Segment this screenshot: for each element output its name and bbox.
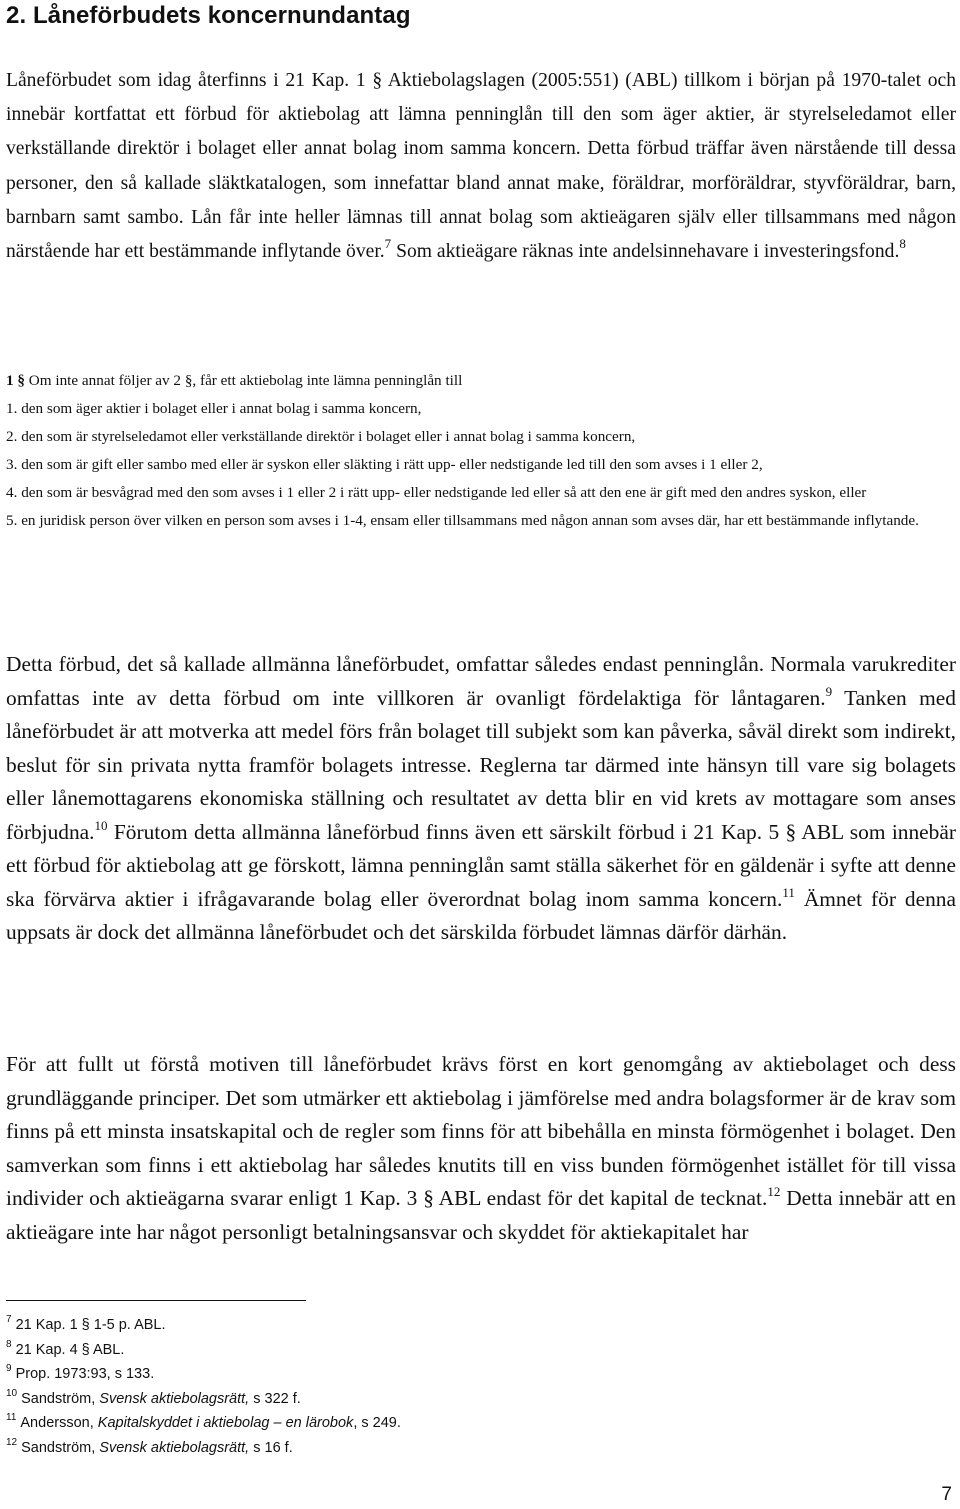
section-sign: § <box>13 372 29 389</box>
law-item: 1. den som äger aktier i bolaget eller i annat bolag i samma koncern, <box>6 400 422 417</box>
footnote-ref[interactable]: 8 <box>899 236 906 252</box>
paragraph-text: För att fullt ut förstå motiven till låneförbudet krävs först en kort genomgång av aktiebolaget och dess grundläggande principer. Det som utmärker ett aktiebolag i jämförelse med andra bolagsformer är de krav som finns på ett minsta insatskapital och de regler som finns för att bibehålla en minsta förmögenhet i bolaget. Den samverkan som finns i ett aktiebolag har således knutits till en viss bunden förmögenhet istället för till vissa individer och aktieägarna svarar enligt 1 Kap. 3 § ABL endast för det kapital de tecknat. <box>6 1052 956 1210</box>
footnote-separator <box>6 1300 306 1301</box>
paragraph-text: Tanken med låneförbudet är att motverka att medel förs från bolaget till subjekt som kan påverka, såväl direkt som indirekt, beslut för sin privata nytta framför bolagets intresse. Reglerna tar därmed inte hänsyn till vare sig bolagets eller lånemottagarens ekonomiska ställning och resultatet av detta blir en vid krets av mottagare som anses förbjudna. <box>6 685 956 844</box>
footnote-number: 11 <box>6 1412 17 1423</box>
footnote-ref[interactable]: 10 <box>94 817 108 833</box>
footnote-text: 21 Kap. 1 § 1-5 p. ABL. <box>15 1317 166 1333</box>
page-number: 7 <box>941 1484 952 1505</box>
footnote-ref[interactable]: 9 <box>825 683 833 699</box>
footnote-ref[interactable]: 12 <box>767 1184 781 1199</box>
footnote-text: s 16 f. <box>249 1439 293 1456</box>
footnote-book-title: Svensk aktiebolagsrätt, <box>99 1390 250 1407</box>
footnote-number: 12 <box>6 1436 18 1448</box>
footnote <box>6 1313 401 1338</box>
footnote-text: 21 Kap. 4 § ABL. <box>15 1341 125 1358</box>
intro-paragraph <box>6 64 956 269</box>
law-item: 3. den som är gift eller sambo med eller är syskon eller släkting i rätt upp- eller nedstigande led till den som avses i 1 eller 2, <box>6 456 763 473</box>
footnote-book-title: Kapitalskyddet i aktiebolag – en lärobok <box>97 1415 354 1431</box>
footnote-text: Andersson, <box>20 1415 98 1431</box>
law-intro-text: Om inte annat följer av 2 §, får ett aktiebolag inte lämna penninglån till <box>28 372 463 389</box>
footnote-book-title: Svensk aktiebolagsrätt, <box>99 1439 250 1456</box>
footnote-ref[interactable]: 11 <box>782 884 795 900</box>
paragraph-text: Som aktieägare räknas inte andelsinnehavare i investeringsfond. <box>391 241 900 263</box>
body-paragraph-3 <box>6 1048 956 1249</box>
paragraph-text: Detta innebär att en aktieägare inte har något personligt betalningsansvar och skyddet för aktiekapitalet har <box>6 1186 956 1244</box>
paragraph-text: Låneförbudet som idag återfinns i 21 Kap. 1 § Aktiebolagslagen (2005:551) (ABL) tillkom i början på 1970-talet och innebär kortfattat ett förbud för aktiebolag att lämna penninglån till den som äger aktier, är styrelseledamot eller verkställande direktör i bolaget eller annat bolag inom samma koncern. Detta förbud träffar även närstående till dessa personer, den så kallade släktkatalogen, som innefattar bland annat make, föräldrar, morföräldrar, styvföräldrar, barn, barnbarn samt sambo. Lån får inte heller lämnas till annat bolag som aktieägaren själv eller tillsammans med någon närstående har ett bestämmande inflytande över. <box>6 70 956 263</box>
footnote-text: Sandström, <box>21 1390 100 1407</box>
footnote-number: 9 <box>6 1363 12 1374</box>
footnote-text: s 322 f. <box>249 1390 301 1407</box>
footnote <box>6 1338 401 1363</box>
law-item: 5. en juridisk person över vilken en person som avses i 1-4, ensam eller tillsammans med någon annan som avses där, har ett bestämmande inflytande. <box>6 512 919 529</box>
footnote <box>6 1411 401 1436</box>
footnote-number: 10 <box>6 1387 18 1399</box>
section-heading: 2. Låneförbudets koncernundantag <box>6 2 411 29</box>
paragraph-text: Förutom detta allmänna låneförbud finns även ett särskilt förbud i 21 Kap. 5 § ABL som innebär ett förbud för aktiebolag att ge förskott, lämna penninglån samt ställa säkerhet för en gäldenär i syfte att denne ska förvärva aktier i ifrågavarande bolag eller överordnat bolag inom samma koncern. <box>6 819 956 911</box>
footnote-number: 8 <box>6 1338 12 1350</box>
footnote-text: Prop. 1973:93, s 133. <box>15 1366 155 1382</box>
paragraph-text: Ämnet för denna uppsats är dock det allmänna låneförbudet och det särskilda förbudet lämnas därför därhän. <box>6 886 957 944</box>
footnote <box>6 1362 401 1387</box>
footnote <box>6 1387 401 1412</box>
law-section-number: 1 <box>6 372 14 389</box>
law-item: 4. den som är besvågrad med den som avses i 1 eller 2 i rätt upp- eller nedstigande led eller så att den ene är gift med den andres syskon, eller <box>6 484 867 501</box>
law-item: 2. den som är styrelseledamot eller verkställande direktör i bolaget eller i annat bolag i samma koncern, <box>6 428 636 445</box>
footnotes <box>6 1313 401 1460</box>
footnote <box>6 1436 401 1461</box>
footnote-text: Sandström, <box>21 1439 100 1456</box>
footnote-number: 7 <box>6 1314 12 1325</box>
paragraph-text: Detta förbud, det så kallade allmänna låneförbudet, omfattar således endast penninglån. Normala varukrediter omfattas inte av detta förbud om inte villkoren är ovanligt fördelaktiga för låntagaren. <box>6 652 956 710</box>
footnote-text: , s 249. <box>353 1415 401 1431</box>
law-quote <box>6 367 956 535</box>
body-paragraph-2 <box>6 648 956 950</box>
law-quote-intro <box>6 367 956 395</box>
footnote-ref[interactable]: 7 <box>384 236 392 252</box>
